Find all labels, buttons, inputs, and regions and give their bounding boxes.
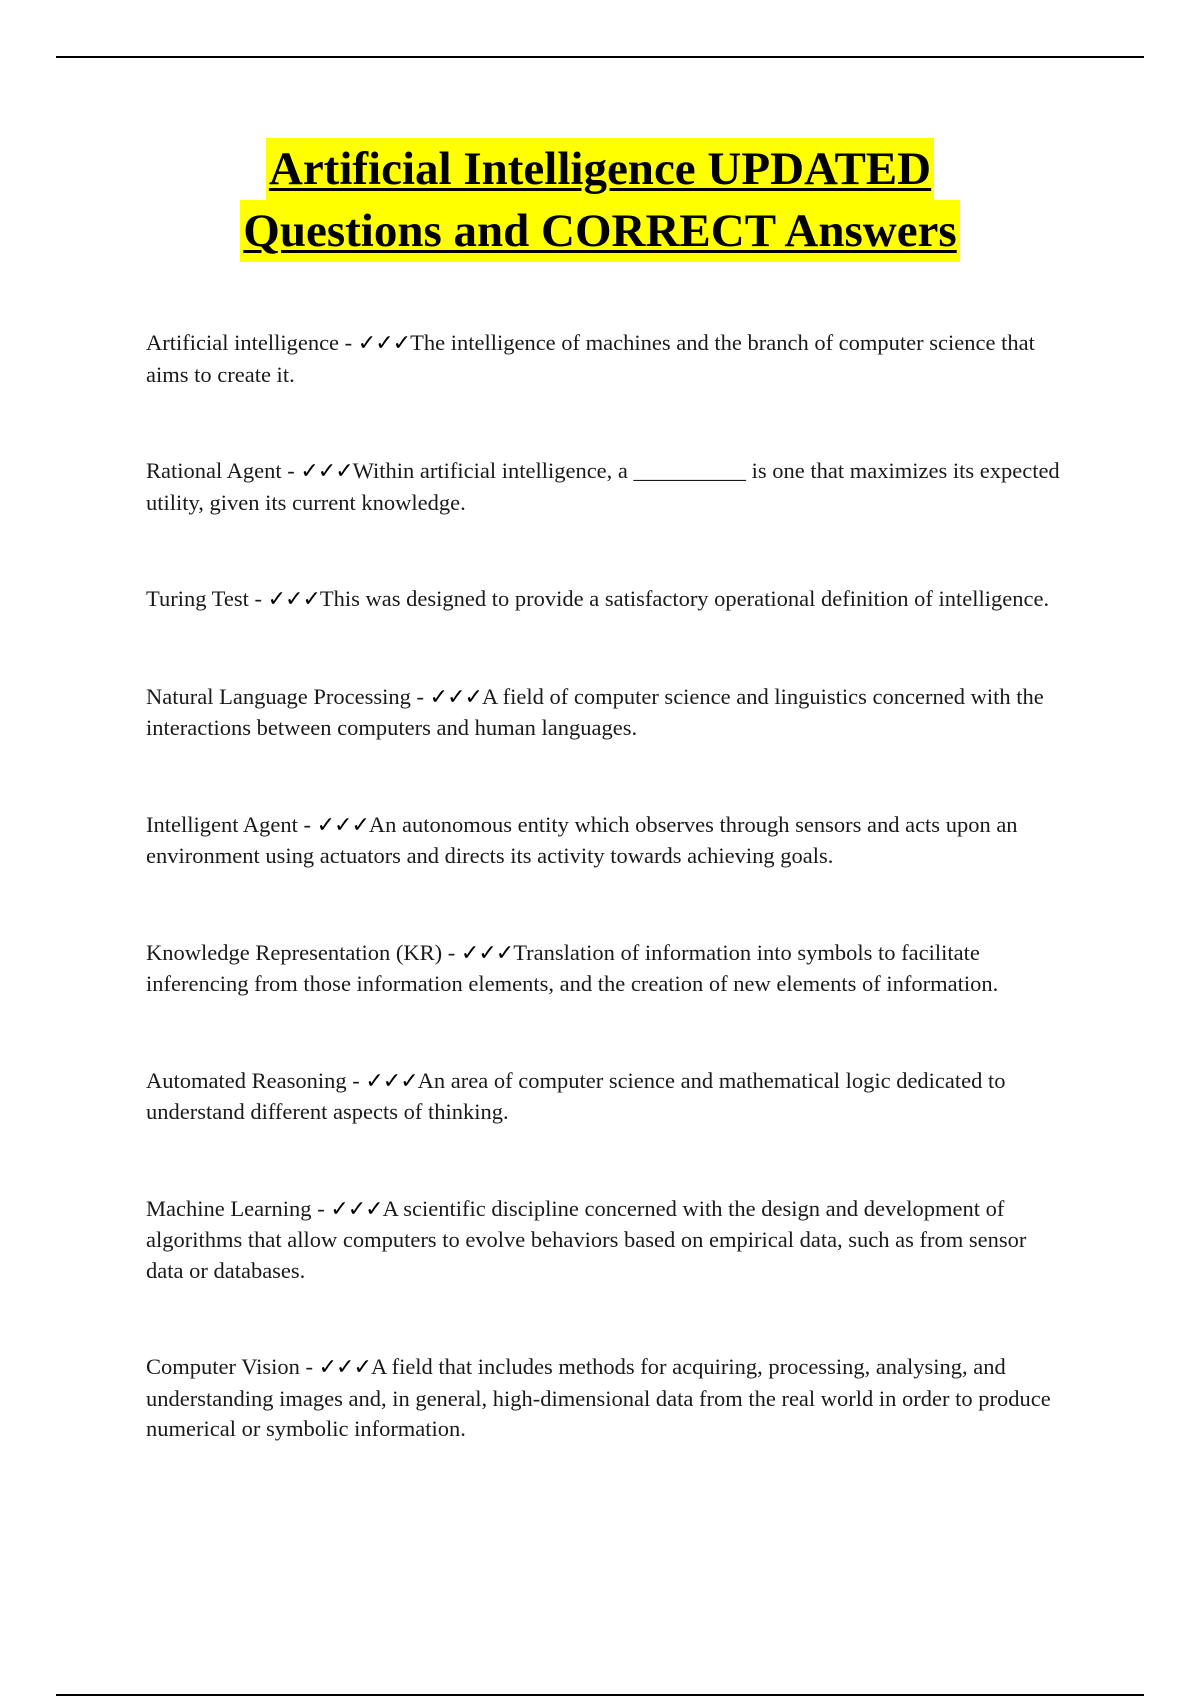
top-rule [56, 56, 1144, 58]
entry-definition: An autonomous entity which observes through sensors and acts upon an environment using actuators and directs its activity towards achieving goals. [146, 811, 1018, 868]
qa-entry [146, 584, 1066, 616]
check-marks-icon: ✓✓✓ [357, 331, 411, 356]
entry-separator: - [297, 811, 317, 837]
check-marks-icon: ✓✓✓ [460, 940, 514, 966]
entry-separator: - [248, 586, 268, 611]
entry-term: Automated Reasoning [146, 1067, 347, 1093]
entry-definition: Within artificial intelligence, a __________ is one that maximizes its expected utility, given its current knowledge. [146, 458, 1060, 515]
entry-term: Rational Agent [146, 458, 282, 483]
entry-term: Natural Language Processing [146, 683, 411, 709]
entry-term: Intelligent Agent [146, 811, 298, 837]
entry-separator: - [442, 939, 461, 965]
title-line-1: Artificial Intelligence UPDATED [266, 138, 934, 200]
qa-entry [146, 682, 1066, 744]
qa-entry [146, 1066, 1066, 1128]
check-marks-icon: ✓✓✓ [300, 459, 353, 484]
check-marks-icon: ✓✓✓ [429, 684, 482, 710]
title-line-2: Questions and CORRECT Answers [240, 200, 959, 262]
entry-term: Machine Learning [146, 1195, 312, 1221]
check-marks-icon: ✓✓✓ [267, 587, 320, 612]
bottom-rule [56, 1694, 1144, 1696]
entry-separator: - [346, 1067, 366, 1093]
qa-entry [146, 1194, 1066, 1287]
qa-entry [146, 328, 1066, 390]
qa-entry [146, 938, 1066, 1000]
entry-definition: Translation of information into symbols to facilitate inferencing from those information elements, and the creation of new elements of information. [146, 939, 999, 996]
entry-term: Knowledge Representation (KR) [146, 939, 443, 965]
qa-entry [146, 456, 1066, 518]
entry-definition: A field of computer science and linguistics concerned with the interactions between computers and human languages. [146, 683, 1044, 740]
check-marks-icon: ✓✓✓ [365, 1068, 418, 1094]
entry-separator: - [299, 1354, 319, 1379]
qa-entry [146, 1352, 1066, 1445]
entry-term: Artificial intelligence [146, 330, 340, 355]
qa-list [146, 328, 1066, 1511]
entry-definition: A scientific discipline concerned with the design and development of algorithms that allow computers to evolve behaviors based on empirical data, such as from sensor data or databases. [146, 1195, 1027, 1283]
entry-separator: - [410, 683, 430, 709]
document-title [0, 138, 1200, 262]
entry-definition: This was designed to provide a satisfactory operational definition of intelligence. [319, 586, 1050, 611]
qa-entry [146, 810, 1066, 872]
entry-separator: - [339, 330, 358, 355]
entry-term: Turing Test [146, 586, 249, 611]
check-marks-icon: ✓✓✓ [330, 1196, 383, 1222]
entry-definition: An area of computer science and mathematical logic dedicated to understand different aspects of thinking. [146, 1067, 1006, 1124]
entry-definition: The intelligence of machines and the branch of computer science that aims to create it. [146, 330, 1035, 387]
check-marks-icon: ✓✓✓ [318, 1355, 371, 1380]
entry-term: Computer Vision [146, 1354, 300, 1379]
entry-separator: - [311, 1195, 331, 1221]
entry-separator: - [281, 458, 301, 483]
check-marks-icon: ✓✓✓ [316, 812, 369, 838]
entry-definition: A field that includes methods for acquiring, processing, analysing, and understanding images and, in general, high-dimensional data from the real world in order to produce numerical or symbolic information. [146, 1354, 1051, 1441]
